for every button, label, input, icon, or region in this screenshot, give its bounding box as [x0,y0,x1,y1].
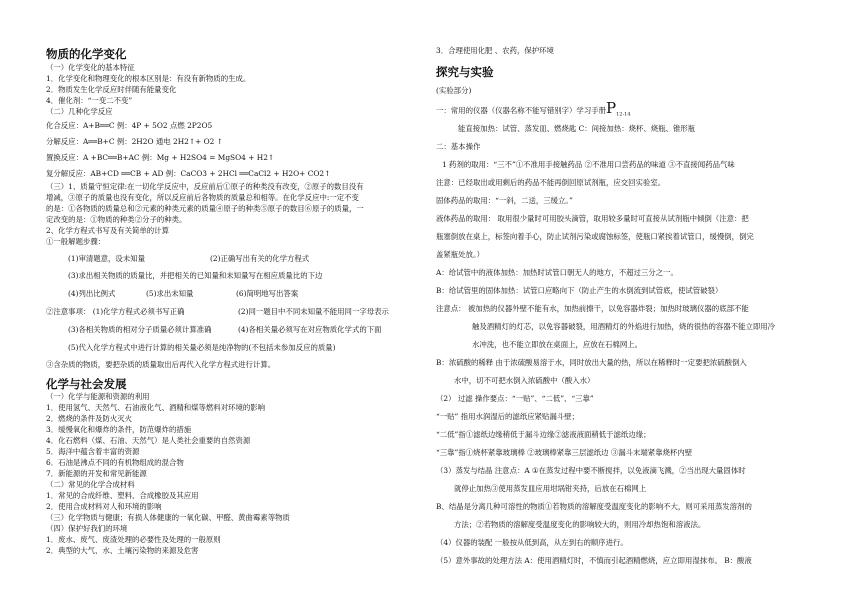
reaction-combination: 化合反应：A+B══C 例：4P + 5O2 点燃 2P2O5 [46,121,213,130]
text-line: 4．化石燃料（煤、石油、天然气）是人类社会重要的自然资源 [46,436,251,445]
step: (2)正确写出有关的化学方程式 [210,254,310,263]
text-line: 液体药品的取用： 取用很少量时可用胶头滴管，取用较多量时可直接从试剂瓶中倾倒（注意：把 [436,214,749,223]
text-line: 盖紧瓶处放。） [436,250,485,259]
text-line: （2） 过滤 操作要点：“一贴”、“二低”、“三靠” [436,394,594,403]
reaction-replacement: 置换反应：A +BC══B+AC 例：Mg + H2SO4 = MgSO4 + H2↑ [46,153,275,162]
text-line: 2．典型的大气、水、土壤污染物的来源及危害 [46,546,199,555]
text-line: ③含杂质的物质，要把杂质的质量取出后再代入化学方程式进行计算。 [46,360,276,369]
subheading: （一）化学变化的基本特征 [46,63,135,72]
subheading: （一）化学与能源和资源的利用 [46,392,150,401]
text-line: (3)各相关物质的相对分子质量必须计算准确 [68,325,212,334]
text-line: (5)代入化学方程式中进行计算的相关量必须是纯净物的(不包括未参加反应的质量) [68,343,336,352]
text-line: 就停止加热③使用蒸发皿应用坩埚钳夹持，后放在石棉网上 [454,484,647,493]
text-line: (2)同一题目中不同未知量不能用同一字母表示 [238,307,389,316]
text-line: 注意点： 被加热的仪器外壁不能有水，加热前擦干，以免容器炸裂；加热时玻璃仪器的底部不能 [436,304,749,313]
section-title-experiment: 探究与实验 [436,65,494,79]
text-line: 2、化学方程式书写及有关简单的计算 [46,226,169,235]
text-line: 瓶塞倒放在桌上，标签向着手心，防止试剂污染或腐蚀标签，使瓶口紧挨着试管口，缓慢倒，倒完 [436,232,754,241]
text-line: 的是：①各物质的质量总和②元素的种类元素的质量④原子的种类⑤原子的数目⑥原子的质量，一 [46,204,364,213]
text-line: 注意：已经取出或用剩后的药品不能再倒回原试剂瓶，应交回实验室。 [436,178,666,187]
text-line: B：浓硫酸的稀释 由于浓硫酸易溶于水，同时放出大量的热，所以在稀释时一定要把浓硫酸倒入 [436,358,747,367]
reaction-decomposition: 分解反应：A══B+C 例：2H2O 通电 2H2↑+ O2 ↑ [46,137,223,146]
text-line: 4．催化剂：“一变二不变” [46,96,133,105]
text-line: 2．燃烧的条件及防火灭火 [46,414,133,423]
text-line: 固体药品的取用：“一斜，二送，三缓立。” [436,196,573,205]
page-ref-letter: P [606,99,617,117]
page-ref-range: 12-14 [616,111,631,118]
step: (3)求出相关物质的质量比，并把相关的已知量和未知量写在相应质量比的下边 [68,271,323,280]
text-line: （3）蒸发与结晶 注意点：A ①在蒸发过程中要不断搅拌，以免液滴飞溅，②当出现大量固体时 [436,466,746,475]
text-line: “一贴” 指用水润湿后的滤纸应紧贴漏斗壁； [436,412,579,421]
text-line: 能直接加热：试管、蒸发皿、燃烧匙 C：间接加热：烧杯、烧瓶、锥形瓶 [458,124,696,133]
step: (6)简明地写出答案 [236,289,299,298]
section-title-society: 化学与社会发展 [46,377,127,391]
text-line: B：给试管里的固体加热：试管口应略向下（防止产生的水倒流到试管底，使试管破裂） [436,286,723,295]
text-line: 5．海洋中蕴含着丰富的资源 [46,447,140,456]
text-line: 增减，③原子的质量也没有变化，所以反应前后各物质的质量总和相等。在化学反应中:一定不变 [46,193,359,202]
text-line: 水中，切不可把水倒入浓硫酸中（酸入水） [454,376,595,385]
text-line: 1．使用氢气、天然气、石油液化气、酒精和煤等燃料对环境的影响 [46,403,266,412]
instrument-heading: 一：常用的仪器（仪器名称不能写错别字）学习手册 [436,106,606,115]
text-line: (实验部分) [436,86,472,95]
reaction-double-replacement: 复分解反应：AB+CD ══CB + AD 例：CaCO3 + 2HCl ══CaCl2 + H2O+ CO2↑ [46,169,331,178]
text-line: 3．缓慢氧化和爆炸的条件，防范爆炸的措施 [46,425,192,434]
text-line: 方法；②若物质的溶解度受温度变化的影响较大的，则用冷却热饱和溶液法。 [454,520,706,529]
text-line: ①一般解题步骤： [46,237,106,246]
step: (4)列出比例式 [68,289,116,298]
text-line: （5）意外事故的处理方法 A：使用酒精灯时，不慎而引起酒精燃烧，应立即用湿抹布。 B：酸液 [436,556,752,565]
text-line: A：给试管中的液体加热：加热时试管口朝无人的地方，不超过三分之一。 [436,268,678,277]
text-line: 7．新能源的开发和常见新能源 [46,469,147,478]
text-line: 2．物质发生化学反应时伴随有能量变化 [46,85,177,94]
text-line: 2．使用合成材料对人和环境的影响 [46,502,162,511]
text-line: 6．石油是沸点不同的有机物组成的混合物 [46,458,184,467]
text-line: 3．合理使用化肥 、农药，保护环境 [436,46,554,55]
subheading: （二）常见的化学合成材料 [46,480,135,489]
step: (5)求出未知量 [146,289,194,298]
text-line: (4)各相关量必须写在对应物质化学式的下面 [238,325,382,334]
text-line: 定改变的是：①物质的种类②分子的种类。 [46,215,187,224]
text-line [436,99,631,119]
text-line: 1．废水、废气、废渣处理的必要性及处理的一般原则 [46,535,221,544]
text-line: ②注意事项： (1)化学方程式必须书写正确 [46,307,185,316]
text-line: “二低”指①滤纸边缘稍低于漏斗边缘②滤液液面稍低于滤纸边缘； [436,430,651,439]
section-title-chemical-change: 物质的化学变化 [46,47,127,61]
text-line: 触及酒精灯的灯芯，以免容器破裂，用酒精灯的外焰进行加热，烧的很热的容器不能立即用冷 [472,322,776,331]
step: (1)审清题意，设未知量 [68,254,145,263]
subheading: （四）保护好我们的环境 [46,524,128,533]
text-line: “三靠”指①烧杯紧靠玻璃棒 ②玻璃棒紧靠三层滤纸边 ③漏斗末端紧靠烧杯内壁 [436,448,693,457]
text-line: （三）1、质量守恒定律:在一切化学反应中，反应前后①原子的种类没有改变，②原子的数目没有 [46,182,364,191]
text-line: B、结晶是分离几种可溶性的物质①若物质的溶解度受温度变化的影响不大，则可采用蒸发溶剂的 [436,502,752,511]
text-line: 1 药剂的取用：“三不”①不准用手接触药品 ②不准用口尝药品的味道 ③不直接闻药品气味 [442,160,735,169]
text-line: 1．常见的合成纤维、塑料、合成橡胶及其应用 [46,491,199,500]
text-line: 1．化学变化和物理变化的根本区别是：有没有新物质的生成。 [46,74,251,83]
subheading: （二）几种化学反应 [46,107,113,116]
text-line: （4）仪器的装配 一般按从低到高，从左到右的顺序进行。 [436,538,628,547]
text-line: 二：基本操作 [436,142,481,151]
text-line: 水冲洗，也不能立即放在桌面上，应放在石棉网上。 [472,340,642,349]
subheading: （三）化学物质与健康；有损人体健康的一氧化碳、甲醛、黄曲霉素等物质 [46,513,290,522]
